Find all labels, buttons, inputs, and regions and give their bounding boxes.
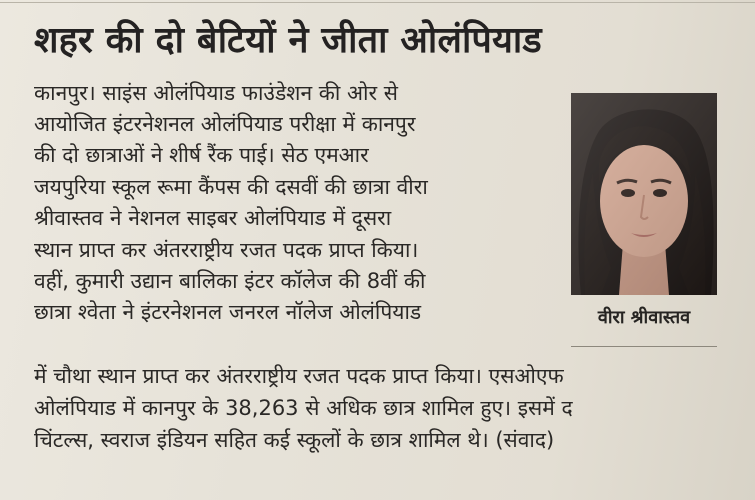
body-line: की दो छात्राओं ने शीर्ष रैंक पाई। सेठ एमआर — [34, 143, 369, 167]
body-line: वहीं, कुमारी उद्यान बालिका इंटर कॉलेज की 8वीं की — [34, 269, 426, 293]
top-rule — [0, 2, 755, 3]
portrait-photo — [571, 93, 717, 295]
body-line: में चौथा स्थान प्राप्त कर अंतरराष्ट्रीय रजत पदक प्राप्त किया। एसओएफ — [34, 364, 564, 388]
photo-caption: वीरा श्रीवास्तव — [597, 307, 691, 328]
body-line: ओलंपियाड में कानपुर के 38,263 से अधिक छात्र शामिल हुए। इसमें द — [34, 396, 573, 420]
body-line: श्रीवास्तव ने नेशनल साइबर ओलंपियाड में दूसरा — [34, 206, 392, 230]
caption-rule — [571, 346, 717, 347]
body-line: आयोजित इंटरनेशनल ओलंपियाड परीक्षा में कानपुर — [34, 112, 416, 136]
headline: शहर की दो बेटियों ने जीता ओलंपियाड — [34, 20, 542, 61]
body-line: छात्रा श्वेता ने इंटरनेशनल जनरल नॉलेज ओलंपियाड — [34, 300, 422, 324]
body-line: कानपुर। साइंस ओलंपियाड फाउंडेशन की ओर से — [34, 81, 398, 105]
body-line: जयपुरिया स्कूल रूमा कैंपस की दसवीं की छात्रा वीरा — [34, 175, 428, 199]
portrait-illustration — [571, 93, 717, 295]
body-line: चिंटल्स, स्वराज इंडियन सहित कई स्कूलों के छात्र शामिल थे। (संवाद) — [34, 428, 555, 452]
body-line: स्थान प्राप्त कर अंतरराष्ट्रीय रजत पदक प्राप्त किया। — [34, 238, 419, 262]
